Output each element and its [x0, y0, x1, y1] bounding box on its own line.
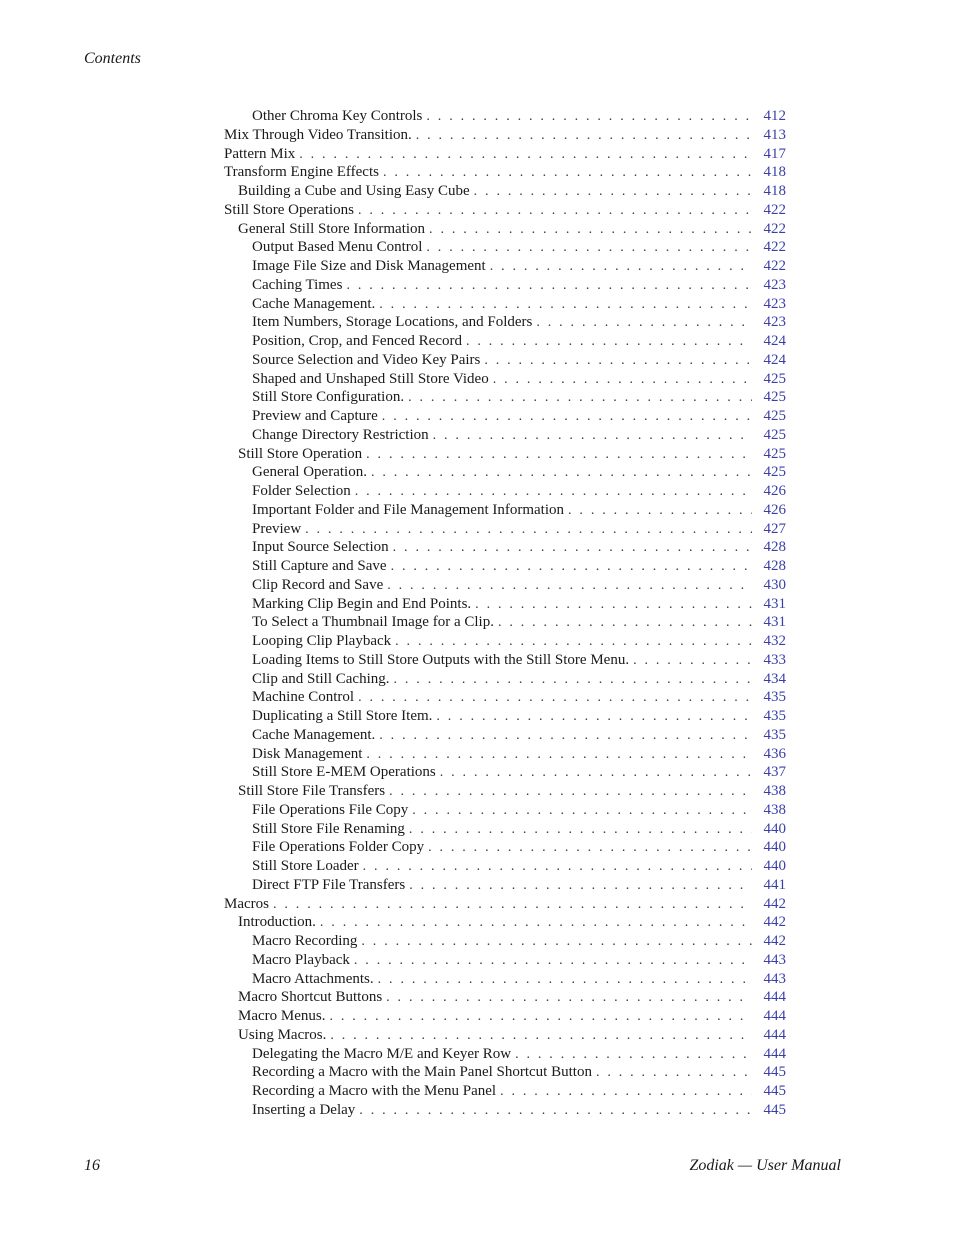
toc-entry[interactable] — [224, 182, 786, 201]
toc-entry-title: Transform Engine Effects — [224, 164, 379, 181]
toc-entry-title: Still Store File Transfers — [238, 783, 386, 799]
toc-page-link[interactable]: 433 — [763, 651, 786, 668]
toc-entry[interactable] — [224, 988, 786, 1007]
dot-leader — [382, 408, 752, 427]
dot-leader — [466, 333, 752, 352]
toc-page-link[interactable]: 440 — [763, 820, 786, 837]
toc-page-link[interactable]: 427 — [763, 520, 786, 537]
toc-entry-title: Machine Control — [252, 689, 355, 706]
dot-leader — [633, 652, 752, 671]
toc-entry[interactable] — [224, 520, 786, 539]
toc-page-link[interactable]: 431 — [763, 595, 786, 612]
dot-leader — [515, 1046, 752, 1065]
dot-leader — [363, 858, 752, 877]
toc-entry[interactable] — [224, 351, 786, 370]
toc-entry[interactable] — [224, 145, 786, 164]
toc-entry-title: Still Capture and Save — [252, 558, 387, 574]
toc-page-link[interactable]: 432 — [763, 633, 786, 649]
dot-leader — [429, 221, 752, 240]
dot-leader — [436, 708, 752, 727]
toc-page-link[interactable]: 423 — [763, 276, 786, 293]
toc-entry[interactable] — [224, 557, 786, 576]
dot-leader — [358, 689, 752, 708]
toc-page-link[interactable]: 435 — [763, 726, 786, 743]
toc-entry-title: File Operations File Copy — [252, 801, 409, 818]
toc-page-link[interactable]: 422 — [763, 258, 786, 274]
toc-page-link[interactable]: 413 — [763, 126, 786, 143]
toc-entry[interactable] — [224, 688, 786, 707]
dot-leader — [386, 989, 752, 1008]
dot-leader — [387, 577, 752, 596]
toc-entry-title: Building a Cube and Using Easy Cube — [238, 183, 470, 199]
toc-entry[interactable] — [224, 763, 786, 782]
toc-entry[interactable] — [224, 726, 786, 745]
toc-entry[interactable] — [224, 707, 786, 726]
toc-page-link[interactable]: 435 — [763, 708, 786, 724]
toc-page-link[interactable]: 444 — [763, 1008, 786, 1024]
toc-page-link[interactable]: 422 — [763, 239, 786, 256]
dot-leader — [383, 164, 752, 183]
toc-entry-title: Still Store Operation — [238, 445, 363, 462]
toc-page-link[interactable]: 431 — [763, 614, 786, 631]
toc-entry-title: Using Macros. — [238, 1026, 327, 1043]
toc-page-link[interactable]: 418 — [763, 164, 786, 181]
toc-entry[interactable] — [224, 482, 786, 501]
dot-leader — [408, 389, 752, 408]
dot-leader — [355, 483, 752, 502]
toc-entry-title: Cache Management. — [252, 295, 376, 312]
dot-leader — [428, 839, 752, 858]
toc-entry[interactable] — [224, 445, 786, 464]
footer-document-title: Zodiak — User Manual — [689, 1157, 841, 1174]
toc-entry[interactable] — [224, 913, 786, 932]
toc-page-link[interactable]: 444 — [763, 1026, 786, 1043]
dot-leader — [433, 427, 752, 446]
toc-entry[interactable] — [224, 501, 786, 520]
toc-entry-title: Input Source Selection — [252, 539, 389, 556]
toc-page-link[interactable]: 426 — [763, 501, 786, 518]
toc-page-link[interactable]: 434 — [763, 670, 786, 687]
dot-leader — [412, 802, 752, 821]
toc-entry-title: Looping Clip Playback — [252, 633, 392, 649]
toc-entry[interactable] — [224, 951, 786, 970]
toc-page-link[interactable]: 440 — [763, 858, 786, 874]
dot-leader — [354, 952, 752, 971]
dot-leader — [500, 1083, 752, 1102]
toc-entry-title: Cache Management. — [252, 726, 376, 743]
toc-entry-title: General Still Store Information — [238, 220, 426, 237]
toc-page-link[interactable]: 445 — [763, 1083, 786, 1099]
dot-leader — [394, 671, 753, 690]
dot-leader — [320, 914, 752, 933]
toc-entry[interactable] — [224, 295, 786, 314]
running-head: Contents — [84, 50, 141, 67]
toc-entry[interactable] — [224, 238, 786, 257]
dot-leader — [305, 521, 752, 540]
dot-leader — [484, 352, 752, 371]
toc-entry-title: General Operation. — [252, 464, 367, 481]
toc-entry-title: Preview and Capture — [252, 408, 378, 424]
toc-entry-title: Macro Attachments. — [252, 970, 374, 987]
toc-page-link[interactable]: 443 — [763, 951, 786, 968]
toc-entry[interactable] — [224, 651, 786, 670]
dot-leader — [346, 277, 752, 296]
dot-leader — [416, 127, 752, 146]
dot-leader — [379, 296, 752, 315]
toc-page-link[interactable]: 430 — [763, 576, 786, 593]
toc-page-link[interactable]: 424 — [763, 333, 786, 349]
toc-entry-title: Change Directory Restriction — [252, 426, 429, 443]
toc-entry-title: Folder Selection — [252, 483, 351, 499]
dot-leader — [490, 258, 752, 277]
toc-entry-title: Mix Through Video Transition. — [224, 126, 412, 143]
toc-entry-title: Macros — [224, 895, 269, 912]
toc-page-link[interactable]: 424 — [763, 351, 786, 368]
toc-page-link[interactable]: 417 — [763, 145, 786, 162]
toc-entry-title: Position, Crop, and Fenced Record — [252, 333, 462, 349]
toc-entry[interactable] — [224, 276, 786, 295]
toc-entry[interactable] — [224, 576, 786, 595]
toc-page-link[interactable]: 445 — [763, 1064, 786, 1081]
toc-page-link[interactable]: 436 — [763, 745, 786, 762]
toc-page-link[interactable]: 412 — [763, 108, 786, 124]
dot-leader — [391, 558, 752, 577]
toc-entry[interactable] — [224, 613, 786, 632]
dot-leader — [440, 764, 752, 783]
toc-entry-title: Macro Recording — [252, 933, 358, 949]
dot-leader — [378, 971, 752, 990]
toc-entry-title: Still Store Loader — [252, 858, 359, 874]
dot-leader — [366, 746, 752, 765]
toc-entry-title: Important Folder and File Management Information — [252, 501, 565, 518]
toc-entry-title: Output Based Menu Control — [252, 239, 423, 256]
toc-page-link[interactable]: 445 — [763, 1101, 786, 1118]
toc-entry-title: File Operations Folder Copy — [252, 839, 425, 856]
toc-entry-title: Loading Items to Still Store Outputs with the Still Store Menu. — [252, 651, 630, 668]
toc-entry-title: Clip Record and Save — [252, 576, 384, 593]
toc-entry-title: Introduction. — [238, 914, 316, 931]
toc-page-link[interactable]: 438 — [763, 783, 786, 799]
toc-page-link[interactable]: 425 — [763, 464, 786, 481]
dot-leader — [329, 1008, 752, 1027]
toc-page-link[interactable]: 442 — [763, 914, 786, 931]
dot-leader — [536, 314, 752, 333]
toc-page-link[interactable]: 442 — [763, 895, 786, 912]
toc-page-link[interactable]: 418 — [763, 183, 786, 199]
toc-entry[interactable] — [224, 1007, 786, 1026]
toc-page-link[interactable]: 444 — [763, 989, 786, 1006]
toc-entry[interactable] — [224, 388, 786, 407]
toc-entry-title: Still Store Configuration. — [252, 389, 405, 406]
dot-leader — [330, 1027, 752, 1046]
dot-leader — [358, 202, 752, 221]
toc-entry[interactable] — [224, 670, 786, 689]
dot-leader — [361, 933, 752, 952]
toc-entry[interactable] — [224, 1063, 786, 1082]
toc-entry-title: Recording a Macro with the Main Panel Shortcut Button — [252, 1064, 592, 1081]
toc-entry-title: Item Numbers, Storage Locations, and Folders — [252, 314, 533, 331]
toc-page-link[interactable]: 423 — [763, 314, 786, 331]
toc-entry-title: Still Store File Renaming — [252, 820, 405, 837]
toc-entry[interactable] — [224, 426, 786, 445]
dot-leader — [596, 1064, 752, 1083]
toc-entry[interactable] — [224, 220, 786, 239]
footer-page-number: 16 — [84, 1157, 100, 1174]
toc-entry[interactable] — [224, 313, 786, 332]
toc-entry-title: Delegating the Macro M/E and Keyer Row — [252, 1045, 512, 1062]
toc-entry[interactable] — [224, 801, 786, 820]
toc-entry[interactable] — [224, 463, 786, 482]
toc-page-link[interactable]: 425 — [763, 408, 786, 424]
toc-page-link[interactable]: 426 — [763, 483, 786, 499]
toc-entry-title: Image File Size and Disk Management — [252, 258, 486, 274]
toc-page-link[interactable]: 425 — [763, 389, 786, 406]
dot-leader — [409, 877, 752, 896]
toc-entry-title: Macro Menus. — [238, 1008, 326, 1024]
toc-entry[interactable] — [224, 970, 786, 989]
toc-page-link[interactable]: 428 — [763, 558, 786, 574]
toc-entry[interactable] — [224, 632, 786, 651]
dot-leader — [273, 896, 752, 915]
toc-entry[interactable] — [224, 1082, 786, 1101]
dot-leader — [371, 464, 752, 483]
toc-entry-title: Disk Management — [252, 745, 363, 762]
toc-entry[interactable] — [224, 876, 786, 895]
toc-entry-title: Still Store Operations — [224, 201, 354, 218]
toc-entry-title: Caching Times — [252, 276, 343, 293]
toc-entry[interactable] — [224, 595, 786, 614]
toc-entry[interactable] — [224, 895, 786, 914]
dot-leader — [474, 183, 752, 202]
toc-page-link[interactable]: 428 — [763, 539, 786, 556]
toc-entry-title: Inserting a Delay — [252, 1101, 356, 1118]
toc-entry[interactable] — [224, 163, 786, 182]
dot-leader — [498, 614, 752, 633]
table-of-contents — [224, 107, 786, 1120]
toc-page-link[interactable]: 442 — [763, 933, 786, 949]
toc-entry-title: Shaped and Unshaped Still Store Video — [252, 370, 489, 387]
toc-entry[interactable] — [224, 838, 786, 857]
toc-entry[interactable] — [224, 538, 786, 557]
toc-entry-title: Macro Shortcut Buttons — [238, 989, 383, 1006]
toc-entry-title: Clip and Still Caching. — [252, 670, 390, 687]
toc-page-link[interactable]: 440 — [763, 839, 786, 856]
toc-page-link[interactable]: 422 — [763, 220, 786, 237]
toc-entry[interactable] — [224, 201, 786, 220]
toc-page-link[interactable]: 435 — [763, 689, 786, 706]
toc-entry[interactable] — [224, 107, 786, 126]
toc-entry[interactable] — [224, 126, 786, 145]
toc-entry[interactable] — [224, 407, 786, 426]
dot-leader — [366, 446, 752, 465]
toc-entry-title: Other Chroma Key Controls — [252, 108, 423, 124]
dot-leader — [389, 783, 752, 802]
dot-leader — [475, 596, 752, 615]
toc-entry-title: Direct FTP File Transfers — [252, 876, 406, 893]
toc-entry-title: Marking Clip Begin and End Points. — [252, 595, 472, 612]
toc-page-link[interactable]: 438 — [763, 801, 786, 818]
toc-page-link[interactable]: 423 — [763, 295, 786, 312]
dot-leader — [426, 108, 752, 127]
toc-page-link[interactable]: 443 — [763, 970, 786, 987]
dot-leader — [379, 727, 752, 746]
toc-entry[interactable] — [224, 1101, 786, 1120]
toc-page-link[interactable]: 425 — [763, 426, 786, 443]
toc-entry[interactable] — [224, 370, 786, 389]
toc-entry-title: Recording a Macro with the Menu Panel — [252, 1083, 497, 1099]
toc-entry[interactable] — [224, 332, 786, 351]
dot-leader — [395, 633, 752, 652]
toc-entry[interactable] — [224, 857, 786, 876]
dot-leader — [568, 502, 752, 521]
toc-page-link[interactable]: 441 — [763, 876, 786, 893]
toc-entry[interactable] — [224, 932, 786, 951]
toc-page-link[interactable]: 425 — [763, 370, 786, 387]
toc-entry-title: Macro Playback — [252, 951, 350, 968]
toc-entry-title: Preview — [252, 520, 302, 537]
toc-entry[interactable] — [224, 257, 786, 276]
toc-entry-title: Still Store E-MEM Operations — [252, 764, 436, 781]
dot-leader — [393, 539, 752, 558]
toc-page-link[interactable]: 425 — [763, 445, 786, 462]
toc-entry[interactable] — [224, 1045, 786, 1064]
toc-page-link[interactable]: 444 — [763, 1045, 786, 1062]
dot-leader — [359, 1102, 752, 1121]
toc-entry[interactable] — [224, 820, 786, 839]
dot-leader — [426, 239, 752, 258]
toc-entry-title: Source Selection and Video Key Pairs — [252, 351, 481, 368]
dot-leader — [299, 146, 752, 165]
toc-entry[interactable] — [224, 745, 786, 764]
toc-page-link[interactable]: 437 — [763, 764, 786, 781]
toc-entry[interactable] — [224, 1026, 786, 1045]
dot-leader — [493, 371, 752, 390]
toc-entry-title: To Select a Thumbnail Image for a Clip. — [252, 614, 494, 631]
toc-entry-title: Pattern Mix — [224, 145, 296, 162]
toc-entry-title: Duplicating a Still Store Item. — [252, 708, 433, 724]
toc-entry[interactable] — [224, 782, 786, 801]
toc-page-link[interactable]: 422 — [763, 201, 786, 218]
dot-leader — [409, 821, 752, 840]
